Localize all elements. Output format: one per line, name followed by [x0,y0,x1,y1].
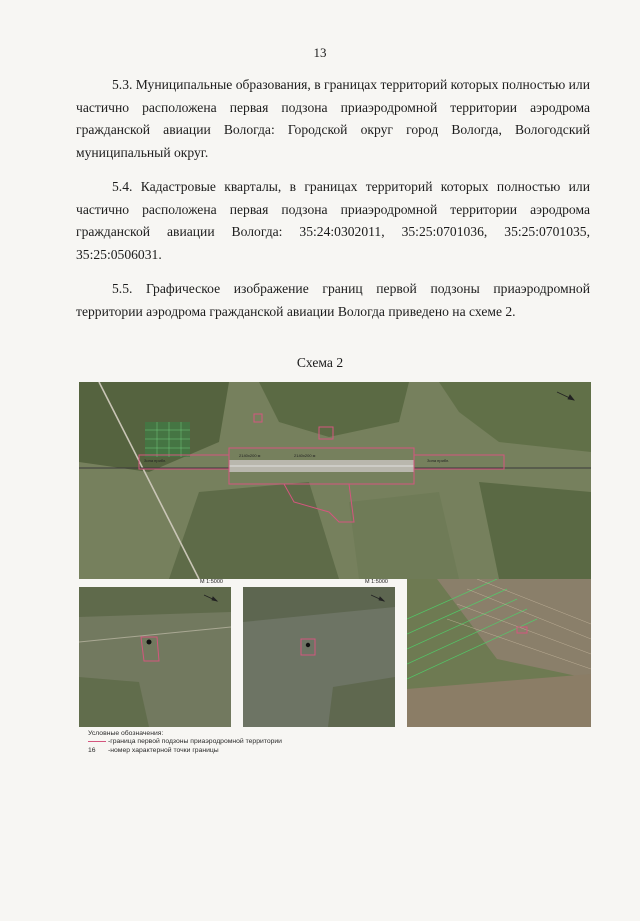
legend-title: Условные обозначения: [88,730,164,737]
scheme-title: Схема 2 [296,355,344,370]
legend-point-number: 16 [88,747,96,754]
paragraph-5-5: 5.5. Графическое изображение границ первой подзоны приаэродромной территории аэродрома гражданской авиации Вологда приведено на схеме 2. [76,281,590,319]
runway-label-1: Зона прибл. [144,458,167,463]
legend-row-point [88,746,282,755]
paragraph-5-3: 5.3. Муниципальные образования, в границах территорий которых полностью или частично расположена первая подзона приаэродромной территории аэродрома гражданской авиации Вологда: Городской округ город Вологда, Вологодский муниципальный округ. [76,77,590,160]
legend-row-boundary [88,737,282,746]
inset-map-1-image [79,587,231,727]
runway-label-4: Зона прибл. [427,458,450,463]
legend [88,730,282,755]
legend-point-text: -номер характерной точки границы [108,747,219,754]
inset-map-2-image [243,587,395,727]
right-lower-map-image [407,579,591,727]
right-lower-map [407,579,591,727]
scale-label-1: М 1:5000 [200,579,223,585]
runway-label-2: 2140x200 м [239,453,261,458]
main-map-image [79,382,591,579]
scale-label-2: М 1:5000 [365,579,388,585]
inset-map-2 [243,587,395,727]
inset-map-1 [79,587,231,727]
runway-label-3: 2140x200 м [294,453,316,458]
page-number: 13 [313,45,327,60]
legend-boundary-text: -граница первой подзоны приаэродромной территории [108,738,282,745]
main-map [79,382,591,579]
paragraph-5-4: 5.4. Кадастровые кварталы, в границах территорий которых полностью или частично расположена первая подзона приаэродромной территории аэродрома гражданской авиации Вологда: 35:24:0302011, 35:25:0701036, 35:25:0701035, 35:25:0506031. [76,179,590,262]
boundary-line-icon [88,741,106,742]
